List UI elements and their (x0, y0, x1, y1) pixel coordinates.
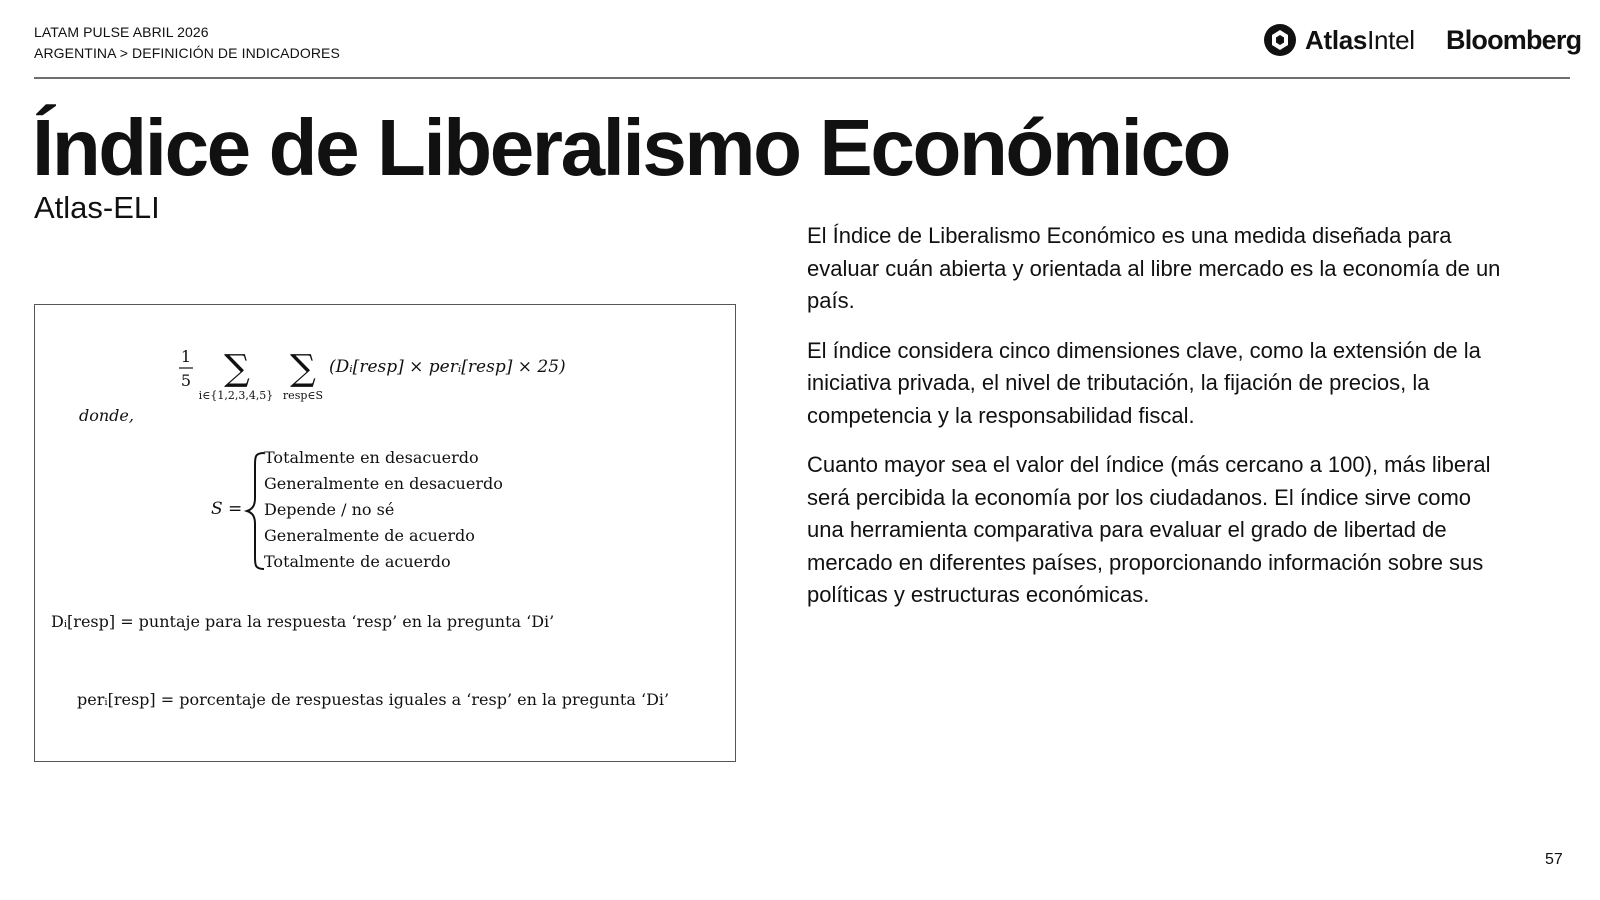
set-option: Depende / no sé (264, 500, 395, 519)
per-definition: perᵢ[resp] = porcentaje de respuestas iguales a ‘resp’ en la pregunta ‘Di’ (77, 690, 670, 709)
summation-sign-1: ∑ (224, 348, 250, 389)
set-s-label: S = (211, 499, 243, 519)
bloomberg-logo: Bloomberg (1446, 25, 1582, 55)
fraction-numerator: 1 (180, 347, 192, 366)
page-title: Índice de Liberalismo Económico (32, 103, 1230, 192)
atlasintel-logo (1263, 22, 1415, 58)
header-divider (34, 77, 1570, 79)
report-title: LATAM PULSE ABRIL 2026 (34, 24, 209, 40)
set-option: Totalmente de acuerdo (264, 552, 451, 571)
set-option: Generalmente de acuerdo (264, 526, 475, 545)
donde-label: donde, (79, 406, 134, 425)
summation-subscript-1: i∈{1,2,3,4,5} (198, 389, 274, 402)
set-option: Generalmente en desacuerdo (264, 474, 503, 493)
description-paragraph: El índice considera cinco dimensiones clave, como la extensión de la iniciativa privada, el nivel de tributación, la fijación de precios, la competencia y la responsabilidad fiscal. (807, 337, 1481, 428)
set-brace (247, 453, 264, 569)
formula-box (34, 304, 736, 762)
d-definition: Dᵢ[resp] = puntaje para la respuesta ‘resp’ en la pregunta ‘Di’ (51, 612, 555, 631)
summation-subscript-2: resp∈S (282, 389, 324, 402)
page-number: 57 (1545, 851, 1563, 868)
fraction-denominator: 5 (180, 371, 192, 390)
description (807, 220, 1507, 629)
description-paragraph: El Índice de Liberalismo Económico es una medida diseñada para evaluar cuán abierta y orientada al libre mercado es la economía de un país. (807, 223, 1501, 313)
atlasintel-logo-icon (1263, 23, 1297, 57)
summation-sign-2: ∑ (290, 348, 316, 389)
header-breadcrumb (34, 22, 340, 64)
breadcrumb: ARGENTINA > DEFINICIÓN DE INDICADORES (34, 45, 340, 61)
description-paragraph: Cuanto mayor sea el valor del índice (más cercano a 100), más liberal será percibida la economía por los ciudadanos. El índice sirve como una herramienta comparativa para evaluar el grado de libertad de mercado en diferentes países, proporcionando información sobre sus políticas y estructuras económicas. (807, 452, 1491, 607)
atlasintel-wordmark: AtlasIntel (1305, 25, 1415, 55)
summand: (Dᵢ[resp] × perᵢ[resp] × 25) (329, 357, 566, 377)
set-option: Totalmente en desacuerdo (264, 448, 479, 467)
page-subtitle: Atlas-ELI (34, 190, 160, 225)
formula-figure (35, 305, 734, 760)
